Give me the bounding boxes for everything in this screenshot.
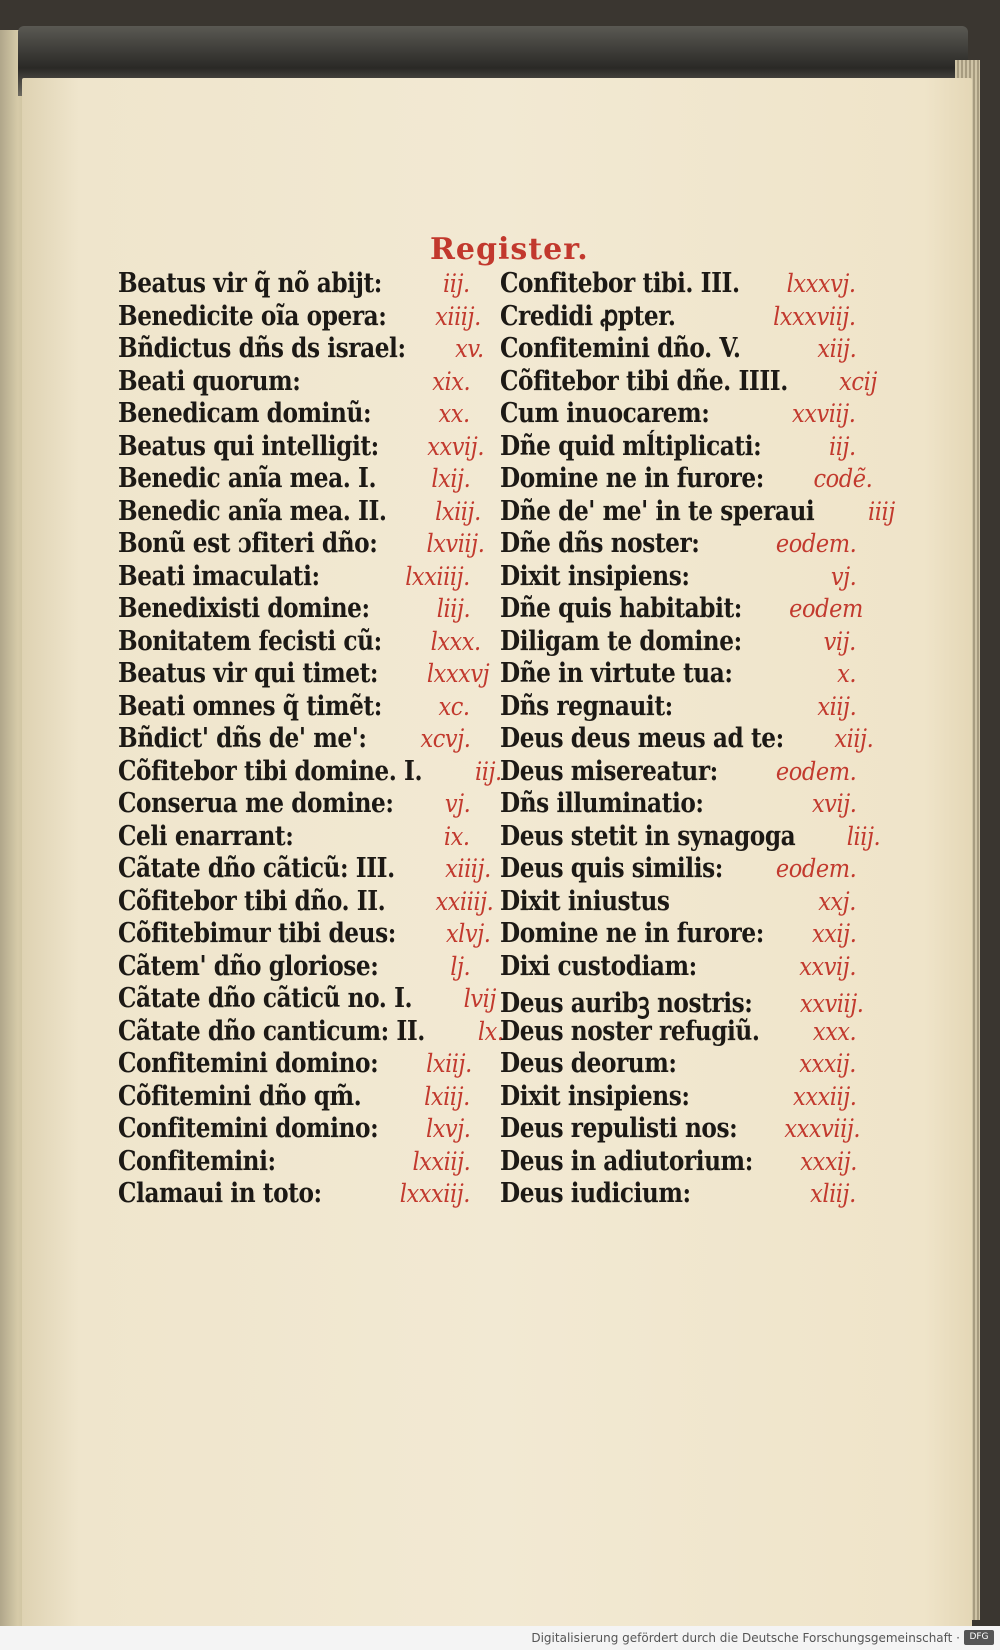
entry-folio: xxviij. [800, 989, 864, 1018]
entry-incipit: Cãtate dño cãticũ: III. [118, 853, 395, 884]
entry-incipit: Cõfitemini dño qm̃. [118, 1080, 362, 1112]
entry-folio: iiij [868, 496, 896, 526]
register-entry [500, 561, 856, 594]
entry-folio: lxxxviij. [773, 301, 856, 331]
entry-folio: xix. [432, 366, 470, 396]
register-entry [500, 756, 856, 789]
register-entry [500, 301, 856, 334]
entry-folio: xxviij. [792, 399, 856, 428]
entry-folio: xxxij. [799, 1049, 856, 1078]
entry-incipit: Cõfitebor tibi dño. II. [118, 885, 386, 917]
entry-folio: xvij. [811, 789, 856, 818]
register-entry [500, 820, 881, 854]
register-entry [500, 528, 856, 561]
entry-incipit: Dñe quid mĺtiplicati: [500, 430, 762, 462]
register-entry [500, 1146, 856, 1179]
entry-folio: xxx. [812, 1016, 856, 1046]
entry-incipit: Cõfitebor tibi domine. I. [118, 755, 423, 787]
entry-folio: xxiiij. [435, 886, 494, 916]
entry-incipit: Deus deus meus ad te: [500, 723, 784, 754]
entry-folio: codẽ. [813, 464, 873, 493]
register-entry [500, 788, 856, 821]
entry-incipit: Dixi custodiam: [500, 950, 697, 982]
entry-incipit: Domine ne in furore: [500, 918, 764, 949]
entry-incipit: Beatus vir qui timet: [118, 658, 379, 689]
entry-folio: lxviij. [426, 529, 484, 558]
entry-incipit: Cum inuocarem: [500, 398, 710, 429]
entry-incipit: Bñdict' dñs de' me': [118, 723, 367, 754]
register-entry [500, 853, 856, 886]
entry-incipit: Beati quorum: [118, 365, 301, 397]
entry-folio: vij. [823, 626, 856, 656]
entry-incipit: Deus auribꝫ nostris: [500, 988, 753, 1019]
register-entry [118, 821, 470, 854]
entry-folio: xx. [438, 399, 470, 428]
entry-incipit: Conserua me domine: [118, 788, 394, 819]
entry-folio: xc. [438, 691, 470, 721]
register-entry [118, 1081, 470, 1114]
register-entry [118, 528, 484, 561]
entry-incipit: Bonũ est ɔfiteri dño: [118, 528, 378, 559]
register-entry [118, 755, 502, 789]
entry-folio: xiiij. [444, 854, 491, 883]
register-entry [500, 398, 856, 431]
entry-folio: xiij. [817, 691, 856, 721]
entry-incipit: Beati imaculati: [118, 560, 320, 592]
register-entry [118, 398, 470, 431]
dfg-logo: DFG [964, 1630, 994, 1645]
entry-incipit: Dixit iniustus [500, 885, 670, 917]
entry-folio: eodem. [775, 529, 856, 558]
entry-incipit: Dñe quis habitabit: [500, 593, 742, 624]
entry-incipit: Deus iudicium: [500, 1178, 691, 1209]
register-entry [118, 918, 491, 951]
entry-folio: xxxiij. [792, 1081, 856, 1111]
entry-folio: lxxxvj. [787, 269, 856, 298]
register-entry [500, 333, 856, 366]
register-entry [118, 885, 494, 919]
entry-incipit: Deus quis similis: [500, 853, 723, 884]
entry-folio: lj. [450, 951, 470, 981]
register-entry [500, 1016, 856, 1049]
entry-incipit: Dñe dñs noster: [500, 528, 700, 559]
entry-folio: xcvj. [420, 724, 470, 753]
entry-folio: iij. [443, 269, 470, 298]
entry-folio: xxxviij. [784, 1114, 861, 1143]
entry-folio: xxij. [811, 919, 857, 948]
entry-folio: xxj. [818, 886, 856, 916]
entry-incipit: Cõfitebimur tibi deus: [118, 918, 396, 949]
register-entry [500, 626, 856, 659]
register-entry [118, 1015, 504, 1049]
entry-incipit: Dñe de' me' in te speraui [500, 495, 815, 527]
entry-folio: lxxiiij. [405, 561, 470, 591]
entry-incipit: Confitebor tibi. III. [500, 268, 740, 299]
register-entry [500, 1178, 856, 1211]
entry-incipit: Confitemini domino: [118, 1113, 379, 1144]
register-entry [118, 658, 490, 691]
entry-incipit: Confitemini domino: [118, 1048, 379, 1079]
register-entry [500, 268, 856, 301]
entry-folio: lxvj. [425, 1114, 471, 1143]
entry-incipit: Deus deorum: [500, 1048, 677, 1079]
register-entry [118, 1146, 470, 1179]
entry-folio: eodem. [775, 756, 856, 786]
right-column [500, 268, 896, 1211]
register-entry [118, 1113, 470, 1146]
footer-bar [0, 1626, 1000, 1650]
register-entry [500, 593, 864, 626]
entry-folio: lxxx. [430, 626, 481, 656]
entry-folio: xxxij. [800, 1146, 857, 1176]
register-entry [500, 658, 856, 691]
entry-incipit: Credidi ꝓpter. [500, 300, 676, 332]
entry-folio: iij. [829, 431, 856, 461]
register-entry [118, 1178, 470, 1211]
entry-folio: lxxxiij. [399, 1179, 470, 1208]
entry-folio: lxij. [431, 464, 470, 493]
entry-folio: xv. [455, 334, 485, 363]
register-entry [118, 561, 470, 594]
entry-incipit: Dñs regnauit: [500, 690, 673, 722]
entry-incipit: Deus repulisti nos: [500, 1113, 738, 1144]
entry-folio: lvij [463, 984, 496, 1013]
entry-incipit: Deus stetit in synagoga [500, 820, 796, 852]
entry-folio: xlvj. [446, 919, 491, 948]
register-entry [500, 983, 864, 1019]
entry-incipit: Bonitatem fecisti cũ: [118, 625, 382, 657]
register-entry [118, 1048, 470, 1081]
register-entry [118, 430, 485, 464]
entry-folio: xxvij. [799, 951, 856, 981]
register-entry [500, 918, 856, 951]
entry-incipit: Diligam te domine: [500, 625, 742, 657]
entry-folio: lxiij. [425, 1049, 472, 1078]
register-entry [500, 1081, 856, 1114]
entry-folio: liij. [436, 594, 470, 623]
register-entry [118, 463, 470, 496]
entry-folio: xiiij. [435, 301, 481, 331]
entry-incipit: Benedicam dominũ: [118, 398, 372, 429]
entry-incipit: Deus noster refugiũ. [500, 1015, 760, 1047]
entry-incipit: Cãtate dño canticum: II. [118, 1015, 425, 1047]
register-entry [118, 788, 470, 821]
entry-folio: eodem. [775, 854, 856, 883]
page-title: Register. [430, 232, 589, 267]
register-entry [118, 951, 470, 984]
entry-incipit: Cãtate dño cãticũ no. I. [118, 983, 413, 1014]
footer-credit: Digitalisierung gefördert durch die Deutsche Forschungsgemeinschaft · [531, 1631, 960, 1645]
entry-folio: lxxiij. [412, 1146, 470, 1176]
register-entry [118, 333, 485, 366]
entry-incipit: Cãtem' dño gloriose: [118, 950, 379, 982]
entry-folio: xliij. [810, 1179, 856, 1208]
register-entry [500, 1113, 861, 1146]
entry-incipit: Beati omnes q̃ timẽt: [118, 690, 382, 722]
entry-incipit: Confitemini: [118, 1145, 276, 1177]
register-entry [118, 691, 470, 724]
entry-folio: vj. [830, 561, 856, 591]
entry-incipit: Beatus vir q̃ nõ abijt: [118, 268, 382, 299]
register-entry [500, 431, 856, 464]
register-entry [118, 853, 491, 886]
entry-incipit: Benedicite oĩa opera: [118, 300, 387, 332]
entry-folio: x. [837, 659, 856, 688]
register-entry [118, 268, 470, 301]
entry-incipit: Dixit insipiens: [500, 560, 690, 592]
register-entry [500, 463, 873, 496]
entry-incipit: Dixit insipiens: [500, 1080, 690, 1112]
entry-incipit: Cõfitebor tibi dñe. IIII. [500, 365, 788, 397]
register-entry [118, 593, 470, 626]
entry-incipit: Deus misereatur: [500, 755, 718, 787]
entry-incipit: Celi enarrant: [118, 820, 294, 852]
entry-folio: vj. [444, 789, 470, 818]
register-entry [118, 366, 470, 399]
entry-folio: ix. [444, 821, 470, 851]
left-column [118, 268, 504, 1211]
register-entry [118, 625, 481, 659]
entry-incipit: Benedixisti domine: [118, 593, 370, 624]
register-entry [500, 723, 874, 756]
register-entry [500, 365, 877, 399]
entry-incipit: Benedic anĩa mea. II. [118, 495, 387, 527]
entry-folio: xiij. [817, 334, 856, 363]
register-entry [500, 691, 856, 724]
entry-folio: liij. [847, 821, 881, 851]
entry-folio: lxxxvj [427, 659, 490, 688]
entry-folio: xxvij. [427, 431, 485, 461]
entry-folio: iij. [474, 756, 502, 786]
entry-incipit: Domine ne in furore: [500, 463, 764, 494]
entry-folio: xcij [838, 366, 877, 396]
register-entry [500, 495, 896, 529]
entry-folio: eodem [789, 594, 864, 623]
register-entry [500, 951, 856, 984]
entry-folio: lx. [477, 1016, 504, 1046]
entry-incipit: Deus in adiutorium: [500, 1145, 753, 1177]
entry-incipit: Dñe in virtute tua: [500, 658, 733, 689]
entry-incipit: Beatus qui intelligit: [118, 430, 379, 462]
entry-incipit: Dñs illuminatio: [500, 788, 704, 819]
register-entry [500, 886, 856, 919]
register-entry [118, 723, 470, 756]
entry-incipit: Benedic anĩa mea. I. [118, 463, 377, 494]
register-entry [118, 983, 496, 1016]
register-entry [500, 1048, 856, 1081]
entry-folio: lxiij. [424, 1081, 470, 1111]
entry-incipit: Confitemini dño. V. [500, 333, 741, 364]
entry-folio: lxiij. [435, 496, 482, 526]
register-entry [118, 300, 481, 334]
register-entry [118, 495, 482, 529]
entry-incipit: Clamaui in toto: [118, 1178, 322, 1209]
entry-folio: xiij. [834, 724, 874, 753]
entry-incipit: Bñdictus dñs ds israel: [118, 333, 406, 364]
